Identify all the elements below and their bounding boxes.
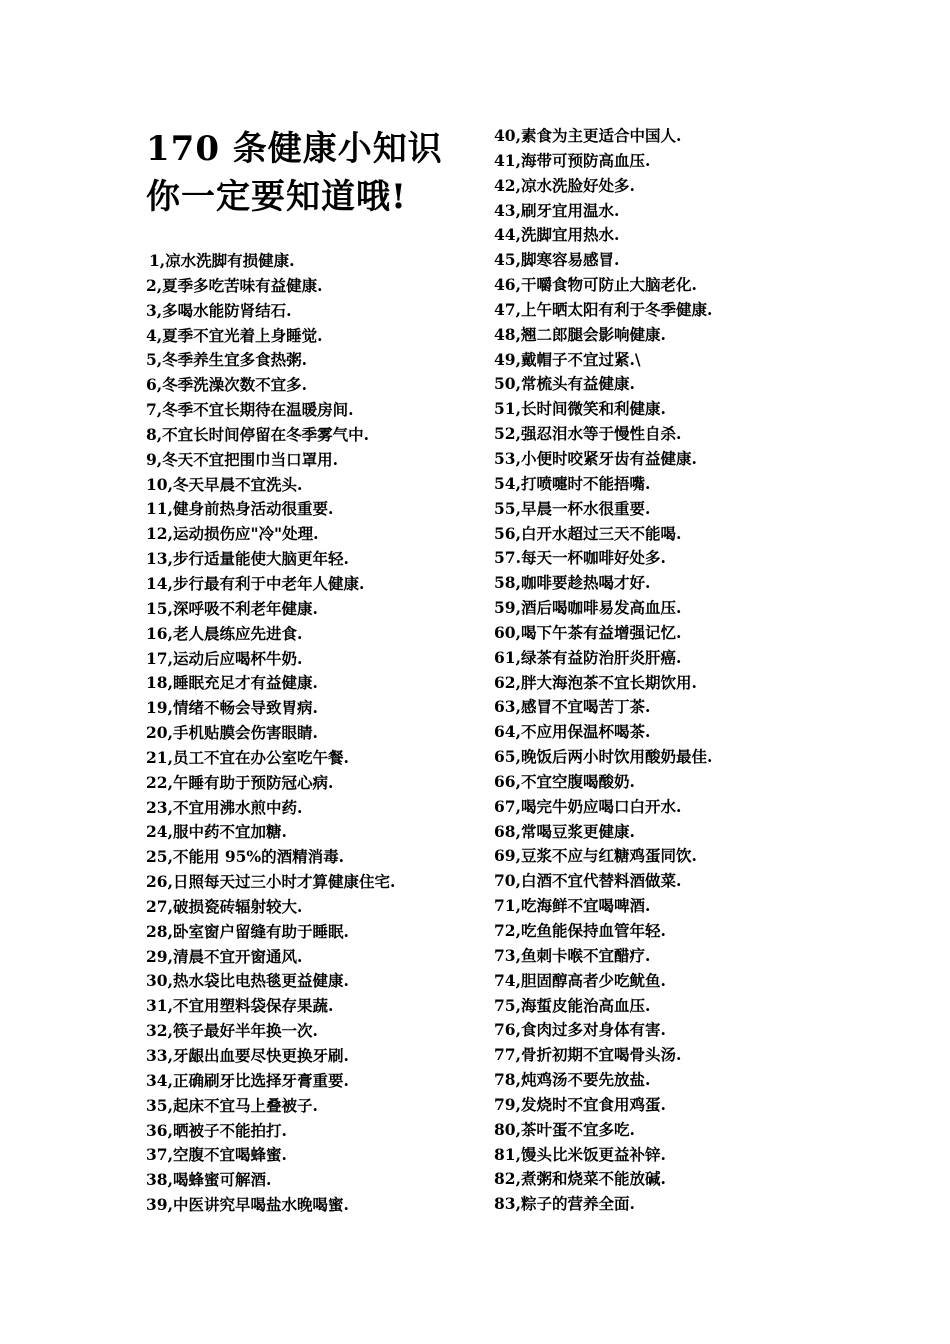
list-item: 18,睡眠充足才有益健康. [146,673,318,693]
list-item: 61,绿茶有益防治肝炎肝癌. [494,647,682,667]
list-item: 39,中医讲究早喝盐水晚喝蜜. [146,1195,349,1215]
list-item: 83,粽子的营养全面. [494,1194,635,1214]
list-item: 53,小便时咬紧牙齿有益健康. [494,448,697,468]
list-item: 57.每天一杯咖啡好处多. [494,548,666,568]
list-item: 12,运动损伤应"冷"处理. [146,524,319,544]
list-item: 33,牙龈出血要尽快更换牙刷. [146,1046,349,1065]
list-item: 17,运动后应喝杯牛奶. [146,648,303,668]
tips-list-right [494,124,712,1217]
list-item: 40,素食为主更适合中国人. [494,126,682,145]
list-item: 68,常喝豆浆更健康. [494,821,635,841]
list-item: 4,夏季不宜光着上身睡觉. [146,325,323,345]
list-item: 54,打喷嚏时不能捂嘴. [494,473,651,493]
list-item: 81,馒头比米饭更益补锌. [494,1144,666,1164]
list-item: 9,冬天不宜把围巾当口罩用. [146,449,339,469]
list-item: 35,起床不宜马上叠被子. [146,1095,318,1115]
list-item: 38,喝蜂蜜可解酒. [146,1170,272,1190]
list-item: 27,破损瓷砖辐射较大. [146,896,303,916]
list-item: 59,酒后喝咖啡易发高血压. [494,598,682,618]
list-item: 55,早晨一杯水很重要. [494,498,651,518]
list-item: 25,不能用 95%的酒精消毒. [146,847,345,867]
list-item: 82,煮粥和烧菜不能放碱. [494,1169,666,1189]
list-item: 62,胖大海泡茶不宜长期饮用. [494,672,697,692]
list-item: 11,健身前热身活动很重要. [146,499,334,519]
list-item: 30,热水袋比电热毯更益健康. [146,971,349,991]
list-item: 6,冬季洗澡次数不宜多. [146,375,308,395]
list-item: 65,晚饭后两小时饮用酸奶最佳. [494,747,713,767]
list-item: 80,茶叶蛋不宜多吃. [494,1119,635,1139]
list-item: 71,吃海鲜不宜喝啤酒. [494,896,651,916]
list-item: 75,海蜇皮能治高血压. [494,995,651,1015]
list-item: 24,服中药不宜加糖. [146,822,287,842]
list-item: 69,豆浆不应与红糖鸡蛋同饮. [494,846,697,866]
list-item: 63,感冒不宜喝苦丁茶. [494,697,651,717]
list-item: 72,吃鱼能保持血管年轻. [494,921,666,940]
list-item: 74,胆固醇高者少吃鱿鱼. [494,970,666,990]
list-item: 47,上午晒太阳有利于冬季健康. [494,299,713,319]
list-item: 76,食肉过多对身体有害. [494,1020,666,1040]
list-item: 36,晒被子不能拍打. [146,1120,287,1140]
list-item: 21,员工不宜在办公室吃午餐. [146,747,349,767]
list-item: 45,脚寒容易感冒. [494,250,620,270]
list-item: 14,步行最有利于中老年人健康. [146,573,365,593]
list-item: 7,冬季不宜长期待在温暖房间. [146,400,354,420]
list-item: 2,夏季多吃苦味有益健康. [146,275,323,295]
list-item: 15,深呼吸不利老年健康. [146,598,318,618]
list-item: 1,凉水洗脚有损健康. [149,251,295,270]
list-item: 64,不应用保温杯喝茶. [494,722,651,742]
page-title [146,125,476,221]
list-item: 44,洗脚宜用热水. [494,225,620,245]
tips-list-left [146,249,395,1218]
list-item: 23,不宜用沸水煎中药. [146,797,303,817]
list-item: 48,翘二郎腿会影响健康. [494,324,666,344]
list-item: 56,白开水超过三天不能喝. [494,523,682,543]
list-item: 22,午睡有助于预防冠心病. [146,772,334,792]
list-item: 58,咖啡要趁热喝才好. [494,573,651,593]
list-item: 77,骨折初期不宜喝骨头汤. [494,1045,682,1065]
list-item: 8,不宜长时间停留在冬季雾气中. [146,424,370,444]
list-item: 34,正确刷牙比选择牙膏重要. [146,1070,349,1090]
list-item: 31,不宜用塑料袋保存果蔬. [146,996,334,1016]
list-item: 29,清晨不宜开窗通风. [146,946,303,966]
list-item: 26,日照每天过三小时才算健康住宅. [146,872,396,892]
title-line-2: 你一定要知道哦! [146,177,407,217]
list-item: 42,凉水洗脸好处多. [494,175,635,195]
list-item: 13,步行适量能使大脑更年轻. [146,549,349,569]
title-line-1: 170 条健康小知识 [146,129,443,169]
list-item: 19,情绪不畅会导致胃病. [146,698,318,718]
list-item: 43,刷牙宜用温水. [494,200,620,220]
list-item: 37,空腹不宜喝蜂蜜. [146,1145,287,1165]
list-item: 16,老人晨练应先进食. [146,623,303,643]
list-item: 3,多喝水能防肾结石. [146,300,292,320]
list-item: 32,筷子最好半年换一次. [146,1021,318,1041]
list-item: 46,干嚼食物可防止大脑老化. [494,275,697,295]
list-item: 52,强忍泪水等于慢性自杀. [494,424,682,444]
list-item: 79,发烧时不宜食用鸡蛋. [494,1094,666,1114]
list-item: 10,冬天早晨不宜洗头. [146,474,303,494]
list-item: 49,戴帽子不宜过紧.\ [494,349,641,369]
list-item: 70,白酒不宜代替料酒做菜. [494,871,682,891]
list-item: 73,鱼刺卡喉不宜醋疗. [494,945,651,965]
list-item: 20,手机贴膜会伤害眼睛. [146,723,318,743]
list-item: 60,喝下午茶有益增强记忆. [494,622,682,642]
list-item: 66,不宜空腹喝酸奶. [494,771,635,791]
list-item: 50,常梳头有益健康. [494,374,635,394]
list-item: 67,喝完牛奶应喝口白开水. [494,796,682,816]
list-item: 41,海带可预防高血压. [494,150,651,170]
list-item: 5,冬季养生宜多食热粥. [146,350,308,370]
list-item: 51,长时间微笑和利健康. [494,399,666,419]
list-item: 78,炖鸡汤不要先放盐. [494,1070,651,1090]
list-item: 28,卧室窗户留缝有助于睡眠. [146,921,349,941]
